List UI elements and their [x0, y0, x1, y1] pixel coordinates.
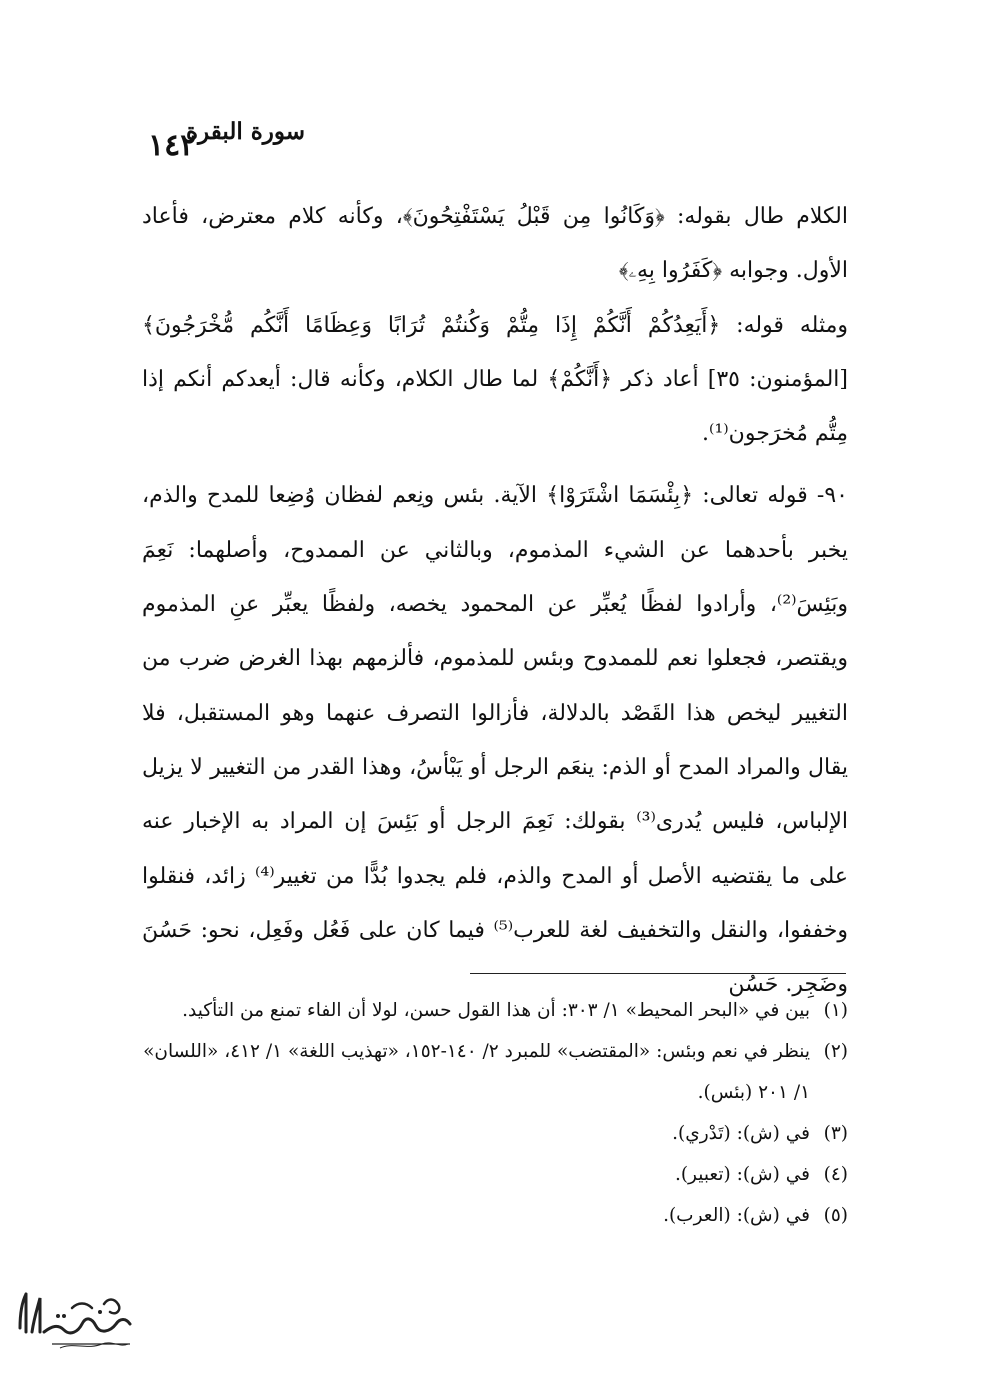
footnote-number: (٣) — [823, 1123, 848, 1144]
footnote — [142, 1031, 848, 1113]
footnote-number: (٤) — [823, 1164, 848, 1185]
paragraph: ومثله قوله: ﴿أَيَعِدُكُمْ أَنَّكُمْ إِذَا مِتُّمْ وَكُنتُمْ تُرَابًا وَعِظَامًا أَنَّكُم مُّخْرَجُونَ﴾ [المؤمنون: ٣٥] أعاد ذكر ﴿أَنَّكُمْ﴾ لما طال الكلام، وكأنه قال: أيعدكم أنكم إذا مِتُّم مُخرَجون⁽¹⁾. — [142, 312, 848, 447]
footnote-text: في (ش): (تعبير). — [674, 1164, 810, 1185]
footnote-text: ينظر في نعم وبئس: «المقتضب» للمبرد ٢/ ١٤٠-١٥٢، «تهذيب اللغة» ١/ ٤١٢، «اللسان» ١/ ٢٠١ (بئس). — [143, 1041, 810, 1103]
footnote-number: (٢) — [823, 1041, 848, 1062]
surah-title: سورة البقرة — [186, 118, 306, 145]
paragraph: الكلام طال بقوله: ﴿وَكَانُوا مِن قَبْلُ يَسْتَفْتِحُونَ﴾، وكأنه كلام معترض، فأعاد الأول. وجوابه ﴿كَفَرُوا بِهِۦ﴾ — [142, 204, 848, 284]
footnote — [142, 1154, 848, 1195]
main-text — [142, 190, 848, 1012]
page-number: ١٤٢ — [148, 128, 197, 163]
paragraph: ٩٠- قوله تعالى: ﴿بِئْسَمَا اشْتَرَوْا﴾ الآية. بئس ونِعم لفظان وُضِعا للمدح والذم، يخبر بأحدهما عن الشيء المذموم، وبالثاني عن الممدوح، وأصلهما: نَعِمَ وبَئِسَ⁽²⁾، وأرادوا لفظًا يُعبِّر عن المحمود يخصه، ولفظًا يعبِّر عنِ المذموم ويقتصر، فجعلوا نعم للممدوح وبئس للمذموم، فألزمهم بهذا الغرض ضرب من التغيير ليخص هذا القَصْد بالدلالة، فأزالوا التصرف عنهما وهو المستقبل، فلا يقال والمراد المدح أو الذم: ينعَم الرجل أو يَبْأسُ، وهذا القدر من التغيير لا يزيل الإلباس، فليس يُدرى⁽³⁾ بقولك: نَعِمَ الرجل أو بَئِسَ إن المراد به الإخبار عنه على ما يقتضيه الأصل أو المدح والذم، فلم يجدوا بُدًّا من تغيير⁽⁴⁾ زائد، فنقلوا وخففوا، والنقل والتخفيف لغة للعرب⁽⁵⁾ فيما كان على فَعُل وفَعِل، نحو: حَسُنَ وضَجِر. حَسُن — [142, 483, 849, 998]
footnote — [142, 1113, 848, 1154]
calligraphy-logo-icon — [12, 1288, 142, 1352]
footnote-text: في (ش): (تَدْري). — [672, 1123, 810, 1144]
footnote — [142, 990, 848, 1031]
footnote-text: بين في «البحر المحيط» ١/ ٣٠٣: أن هذا القول حسن، لولا أن الفاء تمنع من التأكيد. — [182, 1000, 810, 1021]
watermark-logo — [12, 1288, 142, 1352]
footnote-divider — [470, 973, 846, 974]
footnote — [142, 1195, 848, 1236]
footnotes — [142, 990, 848, 1236]
footnote-number: (٥) — [823, 1205, 848, 1226]
footnote-text: في (ش): (العرب). — [663, 1205, 810, 1226]
footnote-number: (١) — [823, 1000, 848, 1021]
